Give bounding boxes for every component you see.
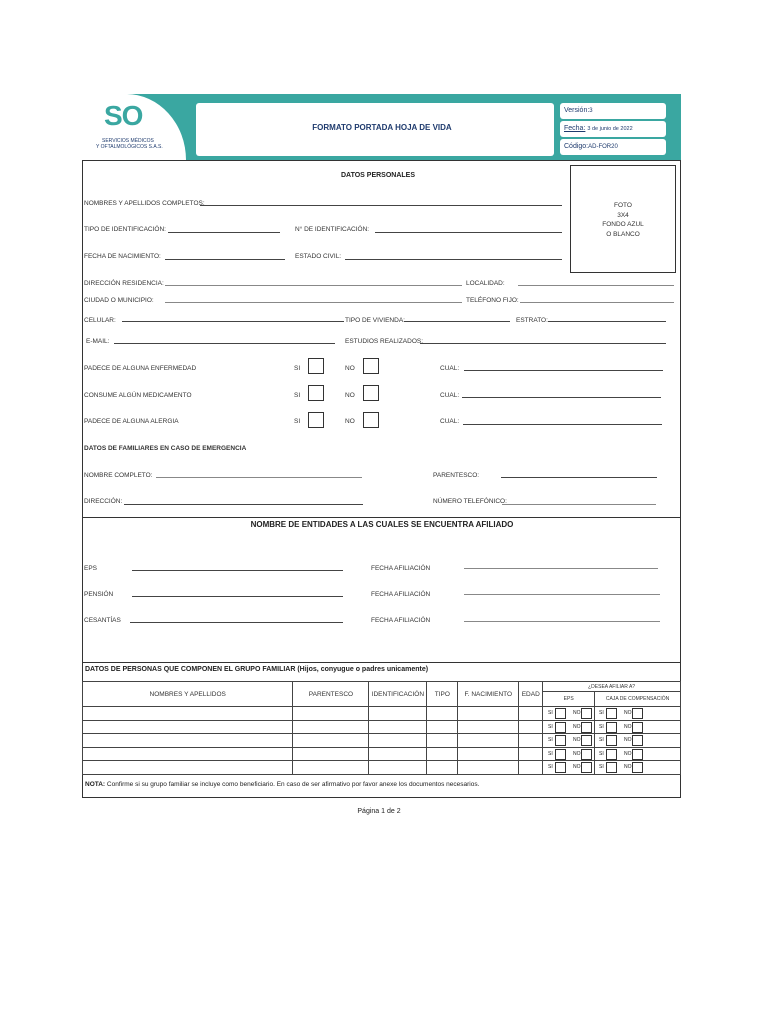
- estado-civil-label: ESTADO CIVIL:: [295, 253, 342, 260]
- caja-si-label: SI: [599, 723, 604, 730]
- alergia-si-checkbox[interactable]: [308, 412, 324, 428]
- caja-si-checkbox[interactable]: [606, 762, 617, 773]
- grupo-familiar-title: DATOS DE PERSONAS QUE COMPONEN EL GRUPO FAMILIAR (Hijos, conyugue o padres unicamente): [85, 666, 429, 673]
- version-field: [564, 107, 593, 114]
- row-id-cell[interactable]: [369, 707, 427, 721]
- estrato-label: ESTRATO:: [516, 317, 548, 324]
- nota-label: NOTA:: [85, 781, 106, 788]
- enfermedad-label: PADECE DE ALGUNA ENFERMEDAD: [84, 365, 197, 372]
- pension-fecha-label: FECHA AFILIACIÓN: [371, 591, 431, 598]
- row-edad-cell[interactable]: [519, 747, 543, 761]
- row-nombre-cell[interactable]: [83, 761, 293, 775]
- emergencia-parentesco-label: PARENTESCO:: [433, 472, 480, 479]
- row-edad-cell[interactable]: [519, 707, 543, 721]
- tipo-id-input[interactable]: [168, 232, 280, 233]
- logo-letters: SO: [104, 100, 143, 131]
- row-id-cell[interactable]: [369, 720, 427, 734]
- localidad-input[interactable]: [518, 285, 674, 286]
- eps-si-checkbox[interactable]: [555, 762, 566, 773]
- row-tipo-cell[interactable]: [427, 720, 458, 734]
- estudios-label: ESTUDIOS REALIZADOS:: [345, 338, 424, 345]
- telefono-fijo-label: TELÉFONO FIJO:: [466, 297, 519, 304]
- caja-no-checkbox[interactable]: [632, 735, 643, 746]
- eps-no-checkbox[interactable]: [581, 722, 592, 733]
- telefono-fijo-input[interactable]: [520, 302, 674, 303]
- num-id-input[interactable]: [375, 232, 562, 233]
- medicamento-si-label: SI: [294, 392, 301, 399]
- caja-no-label: NO: [624, 737, 632, 743]
- cesantias-label: CESANTÍAS: [84, 617, 121, 624]
- alergia-cual-input[interactable]: [463, 424, 662, 425]
- caja-no-checkbox[interactable]: [632, 749, 643, 760]
- row-nombre-cell[interactable]: [83, 707, 293, 721]
- caja-no-label: NO: [624, 750, 632, 757]
- pension-fecha-input[interactable]: [464, 594, 660, 595]
- alergia-no-checkbox[interactable]: [363, 412, 379, 428]
- email-label: E-MAIL:: [86, 338, 110, 345]
- eps-no-checkbox[interactable]: [581, 708, 592, 719]
- eps-si-label: SI: [548, 710, 553, 716]
- emergencia-nombre-input[interactable]: [156, 477, 362, 478]
- row-parentesco-cell[interactable]: [293, 734, 369, 748]
- eps-no-label: NO: [573, 750, 581, 757]
- row-parentesco-cell[interactable]: [293, 747, 369, 761]
- col-parentesco: PARENTESCO: [293, 682, 369, 707]
- emergencia-parentesco-input[interactable]: [501, 477, 657, 478]
- row-parentesco-cell[interactable]: [293, 720, 369, 734]
- num-id-label: N° DE IDENTIFICACIÓN:: [295, 226, 370, 233]
- eps-no-label: NO: [573, 764, 581, 770]
- col-identificacion: IDENTIFICACIÓN: [369, 682, 427, 707]
- ciudad-label: CIUDAD O MUNICIPIO:: [84, 297, 154, 304]
- ciudad-input[interactable]: [165, 302, 462, 303]
- eps-fecha-label: FECHA AFILIACIÓN: [371, 565, 431, 572]
- emergencia-telefono-label: NÚMERO TELEFÓNICO:: [433, 498, 507, 505]
- eps-no-label: NO: [573, 723, 581, 730]
- row-fnac-cell[interactable]: [458, 707, 519, 721]
- alergia-no-label: NO: [345, 418, 355, 425]
- caja-si-checkbox[interactable]: [606, 749, 617, 760]
- nota-text: Confirme si su grupo familiar se incluye como beneficiario. En caso de ser afirmativo por favor anexe los documentos necesarios.: [105, 781, 480, 788]
- row-id-cell[interactable]: [369, 747, 427, 761]
- eps-no-label: NO: [573, 710, 581, 716]
- enfermedad-cual-label: CUAL:: [440, 365, 460, 372]
- emergencia-telefono-input[interactable]: [502, 504, 656, 505]
- pension-label: PENSIÓN: [84, 591, 114, 598]
- alergia-label: PADECE DE ALGUNA ALERGIA: [84, 418, 179, 425]
- version-label: Versión:: [564, 107, 590, 114]
- caja-no-label: NO: [624, 710, 632, 716]
- eps-si-checkbox[interactable]: [555, 708, 566, 719]
- caja-no-label: NO: [624, 764, 632, 770]
- row-nombre-cell[interactable]: [83, 734, 293, 748]
- row-tipo-cell[interactable]: [427, 734, 458, 748]
- tipo-vivienda-label: TIPO DE VIVIENDA:: [345, 317, 405, 324]
- version-value: 3: [589, 108, 593, 114]
- eps-no-checkbox[interactable]: [581, 749, 592, 760]
- row-edad-cell[interactable]: [519, 734, 543, 748]
- email-input[interactable]: [114, 343, 335, 344]
- caja-si-checkbox[interactable]: [606, 722, 617, 733]
- row-parentesco-cell[interactable]: [293, 707, 369, 721]
- form-title: FORMATO PORTADA HOJA DE VIDA: [312, 123, 452, 132]
- row-tipo-cell[interactable]: [427, 747, 458, 761]
- eps-fecha-input[interactable]: [464, 568, 658, 569]
- fecha-field: [564, 125, 633, 132]
- eps-no-checkbox[interactable]: [581, 735, 592, 746]
- eps-no-checkbox[interactable]: [581, 762, 592, 773]
- codigo-value: AD-FOR20: [588, 144, 618, 150]
- caja-si-label: SI: [599, 764, 604, 770]
- col-caja: CAJA DE COMPENSACIÓN: [595, 692, 681, 707]
- tipo-vivienda-input[interactable]: [404, 321, 510, 322]
- eps-si-label: SI: [548, 737, 553, 743]
- nombres-label: NOMBRES Y APELLIDOS COMPLETOS:: [84, 200, 205, 207]
- row-fnac-cell[interactable]: [458, 734, 519, 748]
- eps-si-checkbox[interactable]: [555, 749, 566, 760]
- caja-no-label: NO: [624, 723, 632, 730]
- row-parentesco-cell[interactable]: [293, 761, 369, 775]
- estado-civil-input[interactable]: [345, 259, 562, 260]
- medicamento-no-label: NO: [345, 392, 355, 399]
- nombres-input[interactable]: [200, 205, 562, 206]
- nota: [85, 781, 479, 788]
- row-id-cell[interactable]: [369, 734, 427, 748]
- row-fnac-cell[interactable]: [458, 720, 519, 734]
- entidades-title: NOMBRE DE ENTIDADES A LAS CUALES SE ENCUENTRA AFILIADO: [250, 520, 514, 529]
- estrato-input[interactable]: [548, 321, 666, 322]
- photo-line3: FONDO AZUL: [602, 221, 644, 228]
- enfermedad-si-label: SI: [294, 365, 301, 372]
- row-edad-cell[interactable]: [519, 761, 543, 775]
- medicamento-no-checkbox[interactable]: [363, 385, 379, 401]
- estudios-input[interactable]: [420, 343, 666, 344]
- emergencia-direccion-input[interactable]: [124, 504, 363, 505]
- direccion-input[interactable]: [165, 285, 462, 286]
- codigo-field: [564, 143, 618, 150]
- medicamento-label: CONSUME ALGÚN MEDICAMENTO: [84, 392, 192, 399]
- localidad-label: LOCALIDAD:: [466, 280, 505, 287]
- datos-personales-title: DATOS PERSONALES: [340, 172, 416, 179]
- emergencia-direccion-label: DIRECCIÓN:: [84, 498, 123, 505]
- col-nombres: NOMBRES Y APELLIDOS: [83, 682, 293, 707]
- emergencia-nombre-label: NOMBRE COMPLETO:: [84, 472, 153, 479]
- photo-line2: 3X4: [617, 211, 629, 219]
- caja-si-checkbox[interactable]: [606, 708, 617, 719]
- medicamento-si-checkbox[interactable]: [308, 385, 324, 401]
- photo-line4: O BLANCO: [606, 230, 640, 238]
- caja-si-label: SI: [599, 737, 604, 743]
- row-fnac-cell[interactable]: [458, 761, 519, 775]
- codigo-label: Código:: [564, 143, 589, 150]
- caja-no-checkbox[interactable]: [632, 762, 643, 773]
- caja-si-label: SI: [599, 750, 604, 757]
- alergia-si-label: SI: [294, 418, 301, 425]
- row-tipo-cell[interactable]: [427, 761, 458, 775]
- fecha-nac-label: FECHA DE NACIMIENTO:: [84, 253, 161, 260]
- page-number: Página 1 de 2: [357, 808, 401, 815]
- cesantias-fecha-label: FECHA AFILIACIÓN: [371, 617, 431, 624]
- logo-line2: Y OFTALMOLÓGICOS S.A.S.: [96, 144, 163, 150]
- emergencia-title: DATOS DE FAMILIARES EN CASO DE EMERGENCIA: [84, 445, 247, 452]
- row-nombre-cell[interactable]: [83, 747, 293, 761]
- enfermedad-cual-input[interactable]: [464, 370, 663, 371]
- eps-label: EPS: [84, 565, 98, 572]
- direccion-label: DIRECCIÓN RESIDENCIA:: [84, 280, 164, 287]
- caja-no-checkbox[interactable]: [632, 708, 643, 719]
- company-logo: [96, 100, 176, 154]
- photo-line1: FOTO: [614, 202, 632, 209]
- logo-line1: SERVICIOS MÉDICOS: [102, 138, 154, 144]
- celular-label: CELULAR:: [84, 317, 116, 324]
- col-edad: EDAD: [519, 682, 543, 707]
- eps-si-checkbox[interactable]: [555, 722, 566, 733]
- row-nombre-cell[interactable]: [83, 720, 293, 734]
- col-tipo: TIPO: [427, 682, 458, 707]
- eps-input[interactable]: [132, 570, 343, 571]
- enfermedad-si-checkbox[interactable]: [308, 358, 324, 374]
- col-desea-afiliar: ¿DESEA AFILIAR A?: [543, 682, 681, 692]
- eps-si-label: SI: [548, 750, 553, 757]
- fecha-value: 3 de junio de 2022: [587, 126, 633, 132]
- enfermedad-no-checkbox[interactable]: [363, 358, 379, 374]
- row-tipo-cell[interactable]: [427, 707, 458, 721]
- caja-no-checkbox[interactable]: [632, 722, 643, 733]
- row-fnac-cell[interactable]: [458, 747, 519, 761]
- eps-si-label: SI: [548, 764, 553, 770]
- pension-input[interactable]: [132, 596, 343, 597]
- celular-input[interactable]: [122, 321, 344, 322]
- col-fnacimiento: F. NACIMIENTO: [458, 682, 519, 707]
- eps-si-checkbox[interactable]: [555, 735, 566, 746]
- medicamento-cual-label: CUAL:: [440, 392, 460, 399]
- cesantias-fecha-input[interactable]: [464, 621, 660, 622]
- enfermedad-no-label: NO: [345, 365, 355, 372]
- caja-si-label: SI: [599, 710, 604, 716]
- row-id-cell[interactable]: [369, 761, 427, 775]
- fecha-nac-input[interactable]: [165, 259, 285, 260]
- photo-instructions: [570, 201, 676, 239]
- col-eps: EPS: [543, 692, 595, 707]
- caja-si-checkbox[interactable]: [606, 735, 617, 746]
- eps-no-label: NO: [573, 737, 581, 743]
- cesantias-input[interactable]: [130, 622, 343, 623]
- fecha-label: Fecha:: [564, 125, 586, 132]
- eps-si-label: SI: [548, 723, 553, 730]
- entidades-section: [82, 517, 681, 663]
- alergia-cual-label: CUAL:: [440, 418, 460, 425]
- tipo-id-label: TIPO DE IDENTIFICACIÓN:: [84, 226, 166, 233]
- medicamento-cual-input[interactable]: [462, 397, 661, 398]
- row-edad-cell[interactable]: [519, 720, 543, 734]
